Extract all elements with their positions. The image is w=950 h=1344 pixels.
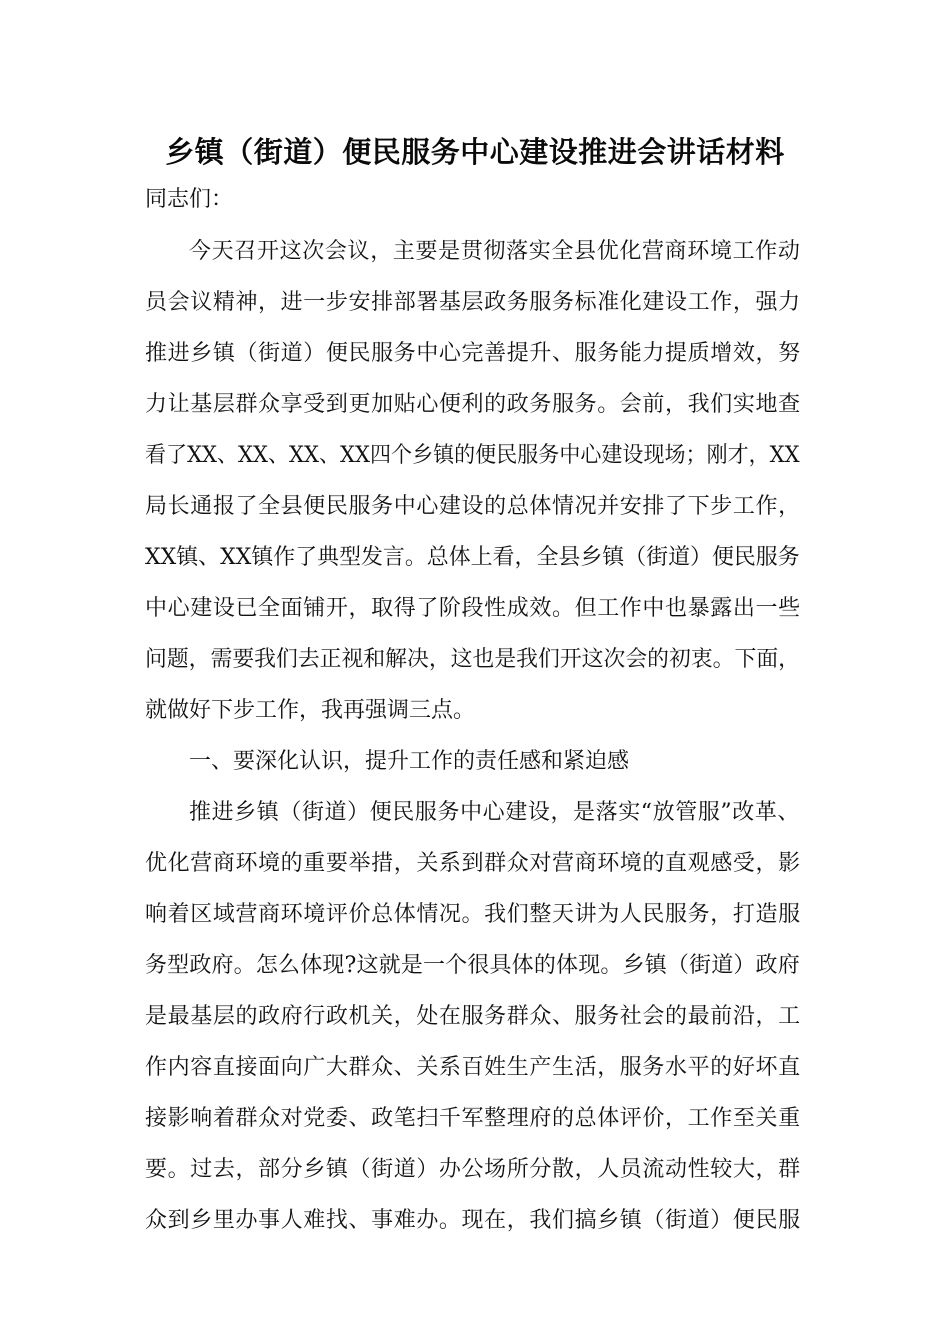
section-heading: 一、要深化认识，提升工作的责任感和紧迫感 — [189, 749, 630, 774]
text-line: 就做好下步工作，我再强调三点。 — [145, 698, 476, 723]
text-line: 作内容直接面向广大群众、关系百姓生产生活，服务水平的好坏直 — [145, 1055, 801, 1080]
text-line: 务型政府。怎么体现?这就是一个很具体的体现。乡镇（街道）政府 — [145, 953, 800, 978]
text-line: 推进乡镇（街道）便民服务中心完善提升、服务能力提质增效，努 — [145, 341, 801, 366]
text-line: XX镇、XX镇作了典型发言。总体上看，全县乡镇（街道）便民服务 — [145, 545, 800, 570]
text-line: 优化营商环境的重要举措，关系到群众对营商环境的直观感受，影 — [145, 851, 801, 876]
text-line: 问题，需要我们去正视和解决，这也是我们开这次会的初衷。下面， — [145, 647, 800, 672]
text-line: 要。过去，部分乡镇（街道）办公场所分散，人员流动性较大，群 — [145, 1157, 801, 1182]
salutation: 同志们： — [145, 187, 234, 212]
text-line: 推进乡镇（街道）便民服务中心建设，是落实“放管服”改革、 — [189, 800, 801, 825]
text-line: 局长通报了全县便民服务中心建设的总体情况并安排了下步工作， — [145, 494, 801, 519]
text-line: 员会议精神，进一步安排部署基层政务服务标准化建设工作，强力 — [145, 290, 801, 315]
text-line: 接影响着群众对党委、政笔扫千军整理府的总体评价，工作至关重 — [145, 1106, 801, 1131]
document-title: 乡镇（街道）便民服务中心建设推进会讲话材料 — [165, 135, 785, 169]
text-line: 今天召开这次会议，主要是贯彻落实全县优化营商环境工作动 — [189, 239, 801, 264]
text-line: 响着区域营商环境评价总体情况。我们整天讲为人民服务，打造服 — [145, 902, 801, 927]
text-line: 力让基层群众享受到更加贴心便利的政务服务。会前，我们实地查 — [145, 392, 801, 417]
text-line: 众到乡里办事人难找、事难办。现在，我们搞乡镇（街道）便民服 — [145, 1208, 801, 1233]
text-line: 看了XX、XX、XX、XX四个乡镇的便民服务中心建设现场；刚才，XX — [145, 443, 800, 468]
text-line: 中心建设已全面铺开，取得了阶段性成效。但工作中也暴露出一些 — [145, 596, 801, 621]
text-line: 是最基层的政府行政机关，处在服务群众、服务社会的最前沿，工 — [145, 1004, 801, 1029]
